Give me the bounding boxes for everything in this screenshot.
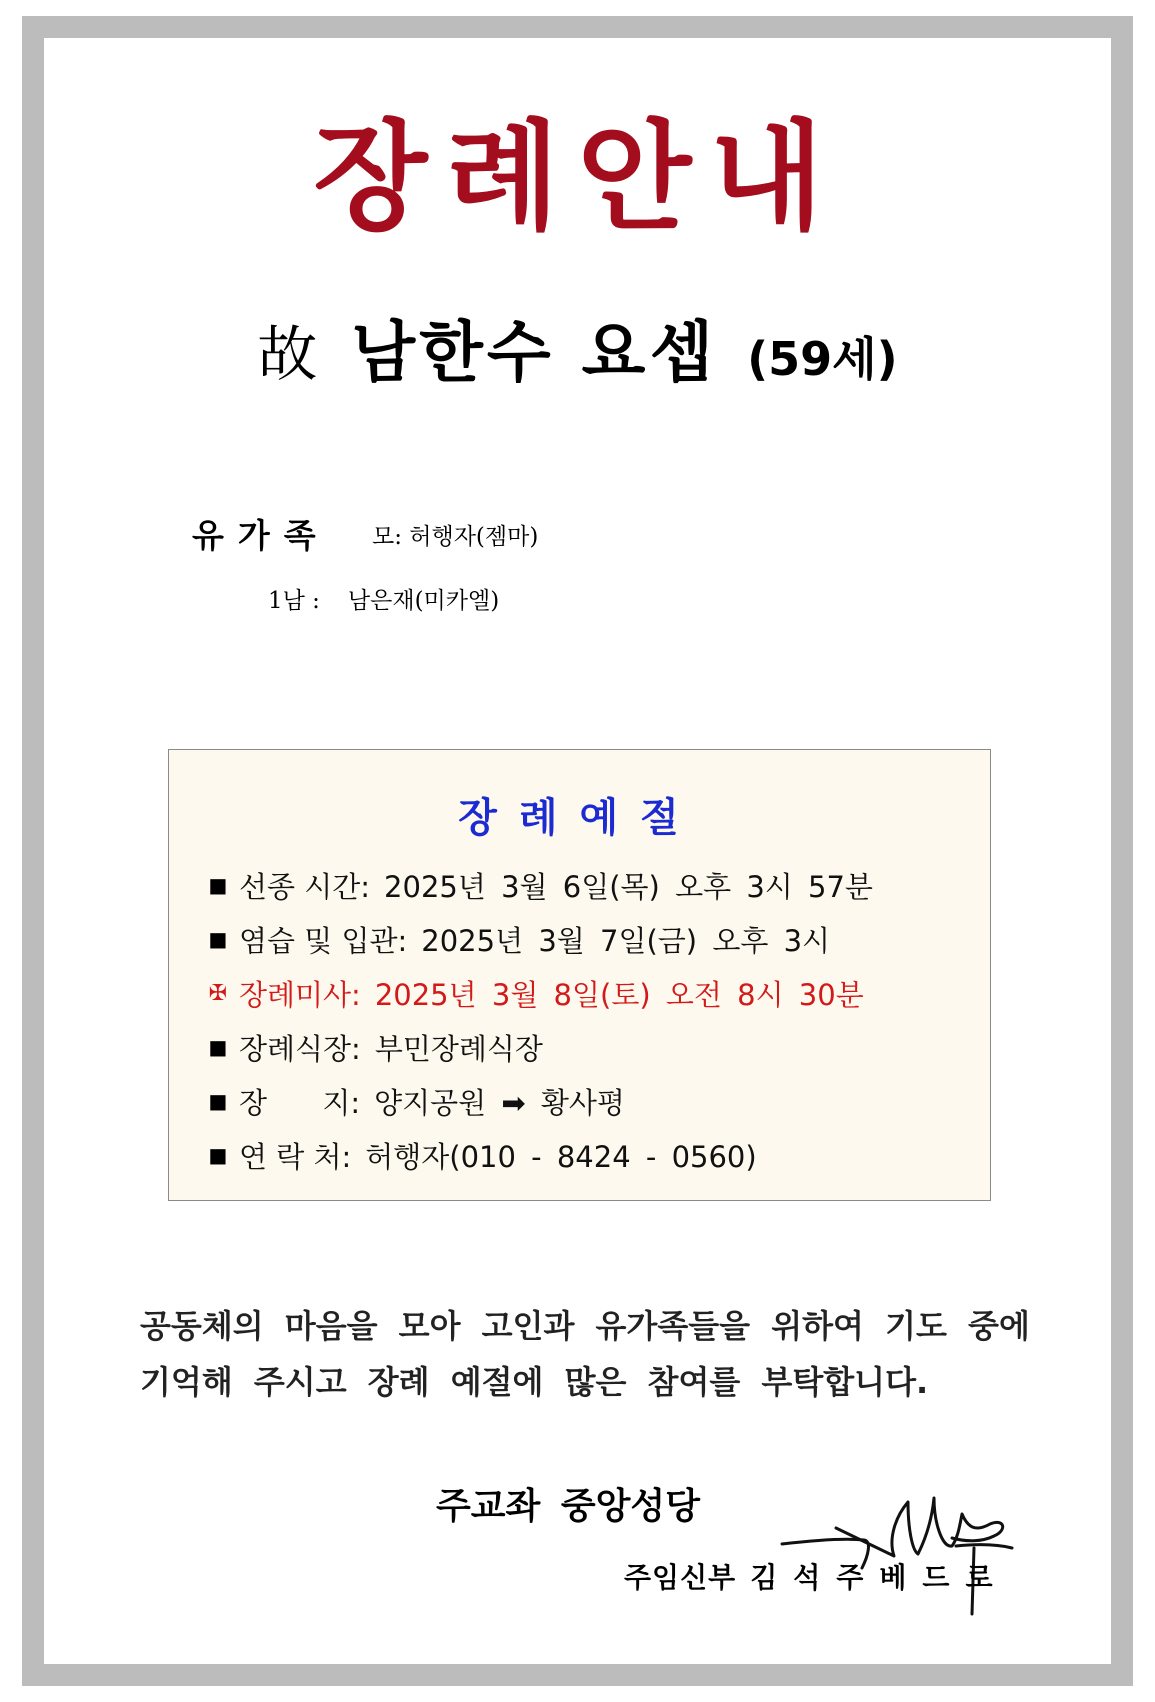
schedule-item-funeral-hall xyxy=(197,1020,873,1074)
schedule-item-value: 허행자(010 - 8424 - 0560) xyxy=(365,1139,757,1174)
prayer-message-line: 공동체의 마음을 모아 고인과 유가족들을 위하여 기도 중에 xyxy=(140,1307,1030,1345)
square-bullet-icon: ■ xyxy=(208,1035,228,1059)
square-bullet-icon: ■ xyxy=(208,927,228,951)
pastor-name: 김석주베드로 xyxy=(750,1561,1009,1594)
schedule-item-label: 선종 시간: xyxy=(239,869,371,904)
schedule-item-label: 장례식장: xyxy=(239,1031,361,1066)
schedule-item-value: 2025년 3월 8일(토) 오전 8시 30분 xyxy=(374,977,864,1012)
page-title: 장례안내 xyxy=(313,108,842,246)
family-mother: 모: 허행자(젬마) xyxy=(372,524,539,550)
square-bullet-icon: ■ xyxy=(208,873,228,897)
family-son-relation: 1남 : xyxy=(268,588,320,614)
pastor-title: 주임신부 xyxy=(624,1561,737,1594)
schedule-item-value: 양지공원 ➡ 황사평 xyxy=(374,1085,625,1120)
family-son-name: 남은재(미카엘) xyxy=(347,588,500,614)
family-son xyxy=(268,582,527,615)
cross-bullet-icon: ✠ xyxy=(208,980,228,1006)
square-bullet-icon: ■ xyxy=(208,1089,228,1113)
schedule-item-value: 2025년 3월 7일(금) 오후 3시 xyxy=(421,923,831,958)
schedule-item-value: 부민장례식장 xyxy=(374,1031,543,1066)
schedule-item-value: 2025년 3월 6일(목) 오후 3시 57분 xyxy=(384,869,873,904)
deceased-line xyxy=(0,314,1155,391)
schedule-item-burial-place xyxy=(197,1074,873,1128)
pastor-signature-line xyxy=(624,1556,1009,1596)
deceased-name: 남한수 요셉 xyxy=(351,314,718,391)
deceased-age: (59세) xyxy=(747,332,898,386)
schedule-title: 장례예절 xyxy=(458,795,701,841)
family-label: 유가족 xyxy=(192,516,330,555)
church-name: 주교좌 중앙성당 xyxy=(436,1486,700,1527)
prayer-message-line: 기억해 주시고 장례 예절에 많은 참여를 부탁합니다. xyxy=(140,1363,929,1401)
schedule-item-encoffining xyxy=(197,912,873,966)
schedule-item-label: 장례미사: xyxy=(239,977,361,1012)
schedule-item-funeral-mass xyxy=(197,966,873,1020)
schedule-item-label: 염습 및 입관: xyxy=(239,923,408,958)
schedule-box xyxy=(168,749,991,1201)
schedule-item-label: 장 지: xyxy=(239,1085,361,1120)
prayer-message xyxy=(140,1298,1040,1410)
schedule-item-contact xyxy=(197,1128,873,1182)
schedule-item-label: 연 락 처: xyxy=(239,1139,352,1174)
square-bullet-icon: ■ xyxy=(208,1143,228,1167)
schedule-list xyxy=(197,858,873,1182)
schedule-item-death-time xyxy=(197,858,873,912)
deceased-prefix: 故 xyxy=(257,320,318,390)
